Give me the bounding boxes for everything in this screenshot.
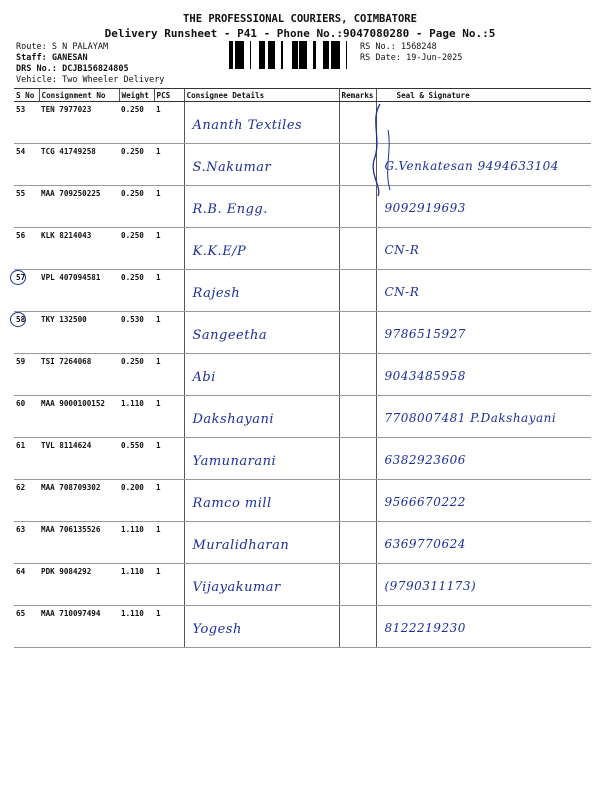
pcs-text: 1 — [156, 105, 161, 114]
barcode-bar — [263, 41, 265, 69]
consignment-cell — [39, 438, 119, 480]
consignment-text: TEN 7977023 — [41, 105, 92, 114]
weight-text: 0.250 — [121, 357, 144, 366]
weight-text: 1.110 — [121, 525, 144, 534]
sno-text: 61 — [16, 441, 26, 450]
barcode-bar — [232, 41, 233, 69]
sno-text: 57 — [16, 273, 26, 282]
table-row — [14, 480, 591, 522]
staff-line — [16, 53, 88, 64]
signature-cell — [376, 438, 591, 480]
barcode-bar — [328, 41, 329, 69]
barcode-bar — [337, 41, 340, 69]
consignee-cell — [184, 396, 339, 438]
consignee-cell — [184, 186, 339, 228]
consignment-text: KLK 8214043 — [41, 231, 92, 240]
remarks-cell — [339, 228, 376, 270]
consignee-cell — [184, 354, 339, 396]
sno-text: 64 — [16, 567, 26, 576]
signature-cell — [376, 270, 591, 312]
handwritten-signature: CN-R — [384, 243, 420, 257]
col-sno: S No — [14, 89, 39, 102]
weight-text: 1.110 — [121, 609, 144, 618]
pcs-cell — [154, 144, 184, 186]
weight-cell — [119, 144, 154, 186]
handwritten-signature: 9566670222 — [384, 495, 466, 509]
drs-value: DCJB156824805 — [62, 64, 129, 74]
weight-text: 0.250 — [121, 147, 144, 156]
consignment-text: MAA 709250225 — [41, 189, 101, 198]
pcs-text: 1 — [156, 189, 161, 198]
consignee-handwritten-name: R.B. Engg. — [192, 202, 268, 217]
consignee-handwritten-name: S.Nakumar — [192, 160, 272, 175]
consignee-cell — [184, 102, 339, 144]
consignee-cell — [184, 270, 339, 312]
barcode-bar — [293, 41, 295, 69]
handwritten-signature: CN-R — [384, 285, 420, 299]
weight-text: 0.550 — [121, 441, 144, 450]
consignee-cell — [184, 480, 339, 522]
weight-cell — [119, 102, 154, 144]
barcode-bar — [301, 41, 304, 69]
consignment-cell — [39, 312, 119, 354]
barcode-bar — [235, 41, 238, 69]
sno-cell — [14, 102, 39, 144]
signature-cell — [376, 312, 591, 354]
sno-cell — [14, 438, 39, 480]
barcode-bar — [238, 41, 239, 69]
consignee-handwritten-name: Muralidharan — [192, 538, 290, 553]
consignment-cell — [39, 522, 119, 564]
weight-cell — [119, 480, 154, 522]
table-row — [14, 606, 591, 648]
weight-cell — [119, 354, 154, 396]
signature-bracket-mark — [368, 100, 408, 200]
consignment-cell — [39, 270, 119, 312]
pcs-cell — [154, 480, 184, 522]
runsheet-table — [14, 88, 591, 648]
signature-cell — [376, 480, 591, 522]
consignee-cell — [184, 606, 339, 648]
table-row — [14, 522, 591, 564]
consignment-text: MAA 710097494 — [41, 609, 101, 618]
col-weight: Weight — [119, 89, 154, 102]
circled-mark — [10, 312, 26, 327]
consignment-text: TVL 8114624 — [41, 441, 92, 450]
barcode-bar — [268, 41, 269, 69]
rs-no-label: RS No.: — [360, 42, 396, 52]
consignee-handwritten-name: Rajesh — [192, 286, 241, 301]
consignment-cell — [39, 564, 119, 606]
sno-cell — [14, 564, 39, 606]
pcs-text: 1 — [156, 273, 161, 282]
remarks-cell — [339, 480, 376, 522]
consignment-cell — [39, 186, 119, 228]
sno-text: 54 — [16, 147, 26, 156]
signature-cell — [376, 228, 591, 270]
weight-cell — [119, 438, 154, 480]
barcode-bar — [299, 41, 301, 69]
barcode-bar — [331, 41, 334, 69]
weight-text: 1.110 — [121, 399, 144, 408]
consignment-cell — [39, 606, 119, 648]
sno-text: 63 — [16, 525, 26, 534]
barcode-bar — [262, 41, 263, 69]
pcs-cell — [154, 270, 184, 312]
route-value: S N PALAYAM — [51, 42, 109, 52]
barcode-bar — [305, 41, 307, 69]
remarks-cell — [339, 396, 376, 438]
consignee-cell — [184, 564, 339, 606]
consignment-text: MAA 708709302 — [41, 483, 101, 492]
consignment-text: PDK 9084292 — [41, 567, 92, 576]
table-row — [14, 354, 591, 396]
consignee-handwritten-name: Yogesh — [192, 622, 242, 637]
barcode-bar — [325, 41, 328, 69]
weight-cell — [119, 186, 154, 228]
pcs-cell — [154, 312, 184, 354]
barcode-bar — [335, 41, 337, 69]
rs-no-value: 1568248 — [400, 42, 437, 52]
handwritten-signature: 9786515927 — [384, 327, 466, 341]
sno-text: 53 — [16, 105, 26, 114]
sno-text: 62 — [16, 483, 26, 492]
weight-cell — [119, 312, 154, 354]
barcode-bar — [292, 41, 293, 69]
table-row — [14, 144, 591, 186]
consignment-text: MAA 9000100152 — [41, 399, 106, 408]
col-consignee: Consignee Details — [184, 89, 339, 102]
handwritten-signature: 6369770624 — [384, 537, 466, 551]
weight-text: 0.250 — [121, 273, 144, 282]
drs-line — [16, 64, 129, 75]
rs-no-line — [360, 42, 437, 53]
runsheet-subtitle: Delivery Runsheet - P41 - Phone No.:9047080280 - Page No.:5 — [104, 27, 496, 40]
consignee-cell — [184, 144, 339, 186]
table-header-row — [14, 89, 591, 102]
pcs-text: 1 — [156, 231, 161, 240]
remarks-cell — [339, 270, 376, 312]
consignment-text: MAA 706135526 — [41, 525, 101, 534]
vehicle-line — [16, 75, 164, 86]
route-label: Route: — [16, 42, 47, 52]
table-row — [14, 438, 591, 480]
sno-cell — [14, 480, 39, 522]
barcode-icon — [229, 41, 351, 69]
weight-cell — [119, 564, 154, 606]
col-pcs: PCS — [154, 89, 184, 102]
consignee-handwritten-name: Vijayakumar — [192, 580, 281, 595]
weight-text: 0.250 — [121, 105, 144, 114]
signature-cell — [376, 354, 591, 396]
pcs-text: 1 — [156, 399, 161, 408]
pcs-text: 1 — [156, 357, 161, 366]
consignment-cell — [39, 102, 119, 144]
consignee-handwritten-name: Yamunarani — [192, 454, 277, 469]
sno-cell — [14, 312, 39, 354]
table-row — [14, 228, 591, 270]
barcode-bar — [274, 41, 275, 69]
consignee-cell — [184, 228, 339, 270]
weight-cell — [119, 522, 154, 564]
consignee-handwritten-name: K.K.E/P — [192, 244, 247, 259]
drs-label: DRS No.: — [16, 64, 57, 74]
weight-text: 0.250 — [121, 189, 144, 198]
sno-cell — [14, 606, 39, 648]
handwritten-signature: 9092919693 — [384, 201, 466, 215]
table-row — [14, 102, 591, 144]
table-row — [14, 186, 591, 228]
pcs-text: 1 — [156, 483, 161, 492]
signature-cell — [376, 144, 591, 186]
pcs-cell — [154, 102, 184, 144]
consignee-handwritten-name: Dakshayani — [192, 412, 274, 427]
sno-cell — [14, 354, 39, 396]
consignment-text: TKY 132500 — [41, 315, 87, 324]
consignee-handwritten-name: Ananth Textiles — [192, 118, 303, 133]
barcode-bar — [346, 41, 347, 69]
weight-cell — [119, 606, 154, 648]
sno-text: 55 — [16, 189, 26, 198]
weight-text: 0.200 — [121, 483, 144, 492]
pcs-cell — [154, 438, 184, 480]
vehicle-label: Vehicle: — [16, 75, 57, 85]
handwritten-signature: 6382923606 — [384, 453, 466, 467]
pcs-text: 1 — [156, 567, 161, 576]
sno-text: 56 — [16, 231, 26, 240]
barcode-bar — [271, 41, 274, 69]
handwritten-signature: 7708007481 P.Dakshayani — [384, 411, 557, 425]
weight-cell — [119, 396, 154, 438]
remarks-cell — [339, 312, 376, 354]
signature-cell — [376, 102, 591, 144]
barcode-bar — [334, 41, 335, 69]
pcs-cell — [154, 564, 184, 606]
sno-cell — [14, 522, 39, 564]
remarks-cell — [339, 354, 376, 396]
handwritten-signature: 8122219230 — [384, 621, 466, 635]
col-seal: Seal & Signature — [376, 89, 591, 102]
sno-cell — [14, 144, 39, 186]
consignee-cell — [184, 438, 339, 480]
consignment-text: TSI 7264068 — [41, 357, 92, 366]
weight-cell — [119, 270, 154, 312]
vehicle-value: Two Wheeler Delivery — [62, 75, 165, 85]
weight-text: 0.250 — [121, 231, 144, 240]
signature-cell — [376, 564, 591, 606]
barcode-bar — [304, 41, 305, 69]
rs-date-value: 19-Jun-2025 — [406, 53, 463, 63]
consignment-text: TCG 41749258 — [41, 147, 96, 156]
sno-cell — [14, 396, 39, 438]
consignee-cell — [184, 312, 339, 354]
signature-cell — [376, 522, 591, 564]
barcode-bar — [323, 41, 325, 69]
company-title: THE PROFESSIONAL COURIERS, COIMBATORE — [183, 13, 417, 25]
sno-cell — [14, 270, 39, 312]
table-row — [14, 564, 591, 606]
consignment-cell — [39, 354, 119, 396]
pcs-cell — [154, 354, 184, 396]
consignment-cell — [39, 480, 119, 522]
remarks-cell — [339, 606, 376, 648]
barcode-bar — [229, 41, 232, 69]
pcs-text: 1 — [156, 441, 161, 450]
signature-cell — [376, 606, 591, 648]
weight-text: 0.530 — [121, 315, 144, 324]
remarks-cell — [339, 564, 376, 606]
pcs-cell — [154, 396, 184, 438]
sno-text: 58 — [16, 315, 26, 324]
remarks-cell — [339, 522, 376, 564]
table-row — [14, 312, 591, 354]
rs-date-line — [360, 53, 462, 64]
remarks-cell — [339, 438, 376, 480]
pcs-cell — [154, 522, 184, 564]
col-consignment: Consignment No — [39, 89, 119, 102]
table-row — [14, 270, 591, 312]
consignee-handwritten-name: Sangeetha — [192, 328, 268, 343]
barcode-bar — [250, 41, 251, 69]
pcs-text: 1 — [156, 609, 161, 618]
consignment-cell — [39, 144, 119, 186]
barcode-bar — [281, 41, 283, 69]
pcs-cell — [154, 606, 184, 648]
sno-text: 65 — [16, 609, 26, 618]
barcode-bar — [241, 41, 244, 69]
sno-cell — [14, 186, 39, 228]
consignee-cell — [184, 522, 339, 564]
sno-cell — [14, 228, 39, 270]
barcode-bar — [295, 41, 298, 69]
consignee-handwritten-name: Ramco mill — [192, 496, 272, 511]
barcode-bar — [313, 41, 316, 69]
consignment-cell — [39, 396, 119, 438]
sno-text: 59 — [16, 357, 26, 366]
sno-text: 60 — [16, 399, 26, 408]
signature-cell — [376, 396, 591, 438]
circled-mark — [10, 270, 26, 285]
staff-label: Staff: — [16, 53, 47, 63]
route-line — [16, 42, 108, 53]
pcs-cell — [154, 228, 184, 270]
rs-date-label: RS Date: — [360, 53, 401, 63]
handwritten-signature: (9790311173) — [384, 579, 477, 593]
pcs-text: 1 — [156, 525, 161, 534]
barcode-bar — [269, 41, 271, 69]
signature-cell — [376, 186, 591, 228]
weight-text: 1.110 — [121, 567, 144, 576]
col-remarks: Remarks — [339, 89, 376, 102]
barcode-bar — [259, 41, 262, 69]
pcs-cell — [154, 186, 184, 228]
pcs-text: 1 — [156, 315, 161, 324]
staff-value: GANESAN — [51, 53, 88, 63]
consignee-handwritten-name: Abi — [192, 370, 216, 385]
weight-cell — [119, 228, 154, 270]
consignment-cell — [39, 228, 119, 270]
consignment-text: VPL 407094581 — [41, 273, 101, 282]
pcs-text: 1 — [156, 147, 161, 156]
handwritten-signature: G.Venkatesan 9494633104 — [384, 159, 559, 173]
handwritten-signature: 9043485958 — [384, 369, 466, 383]
barcode-bar — [239, 41, 241, 69]
table-row — [14, 396, 591, 438]
